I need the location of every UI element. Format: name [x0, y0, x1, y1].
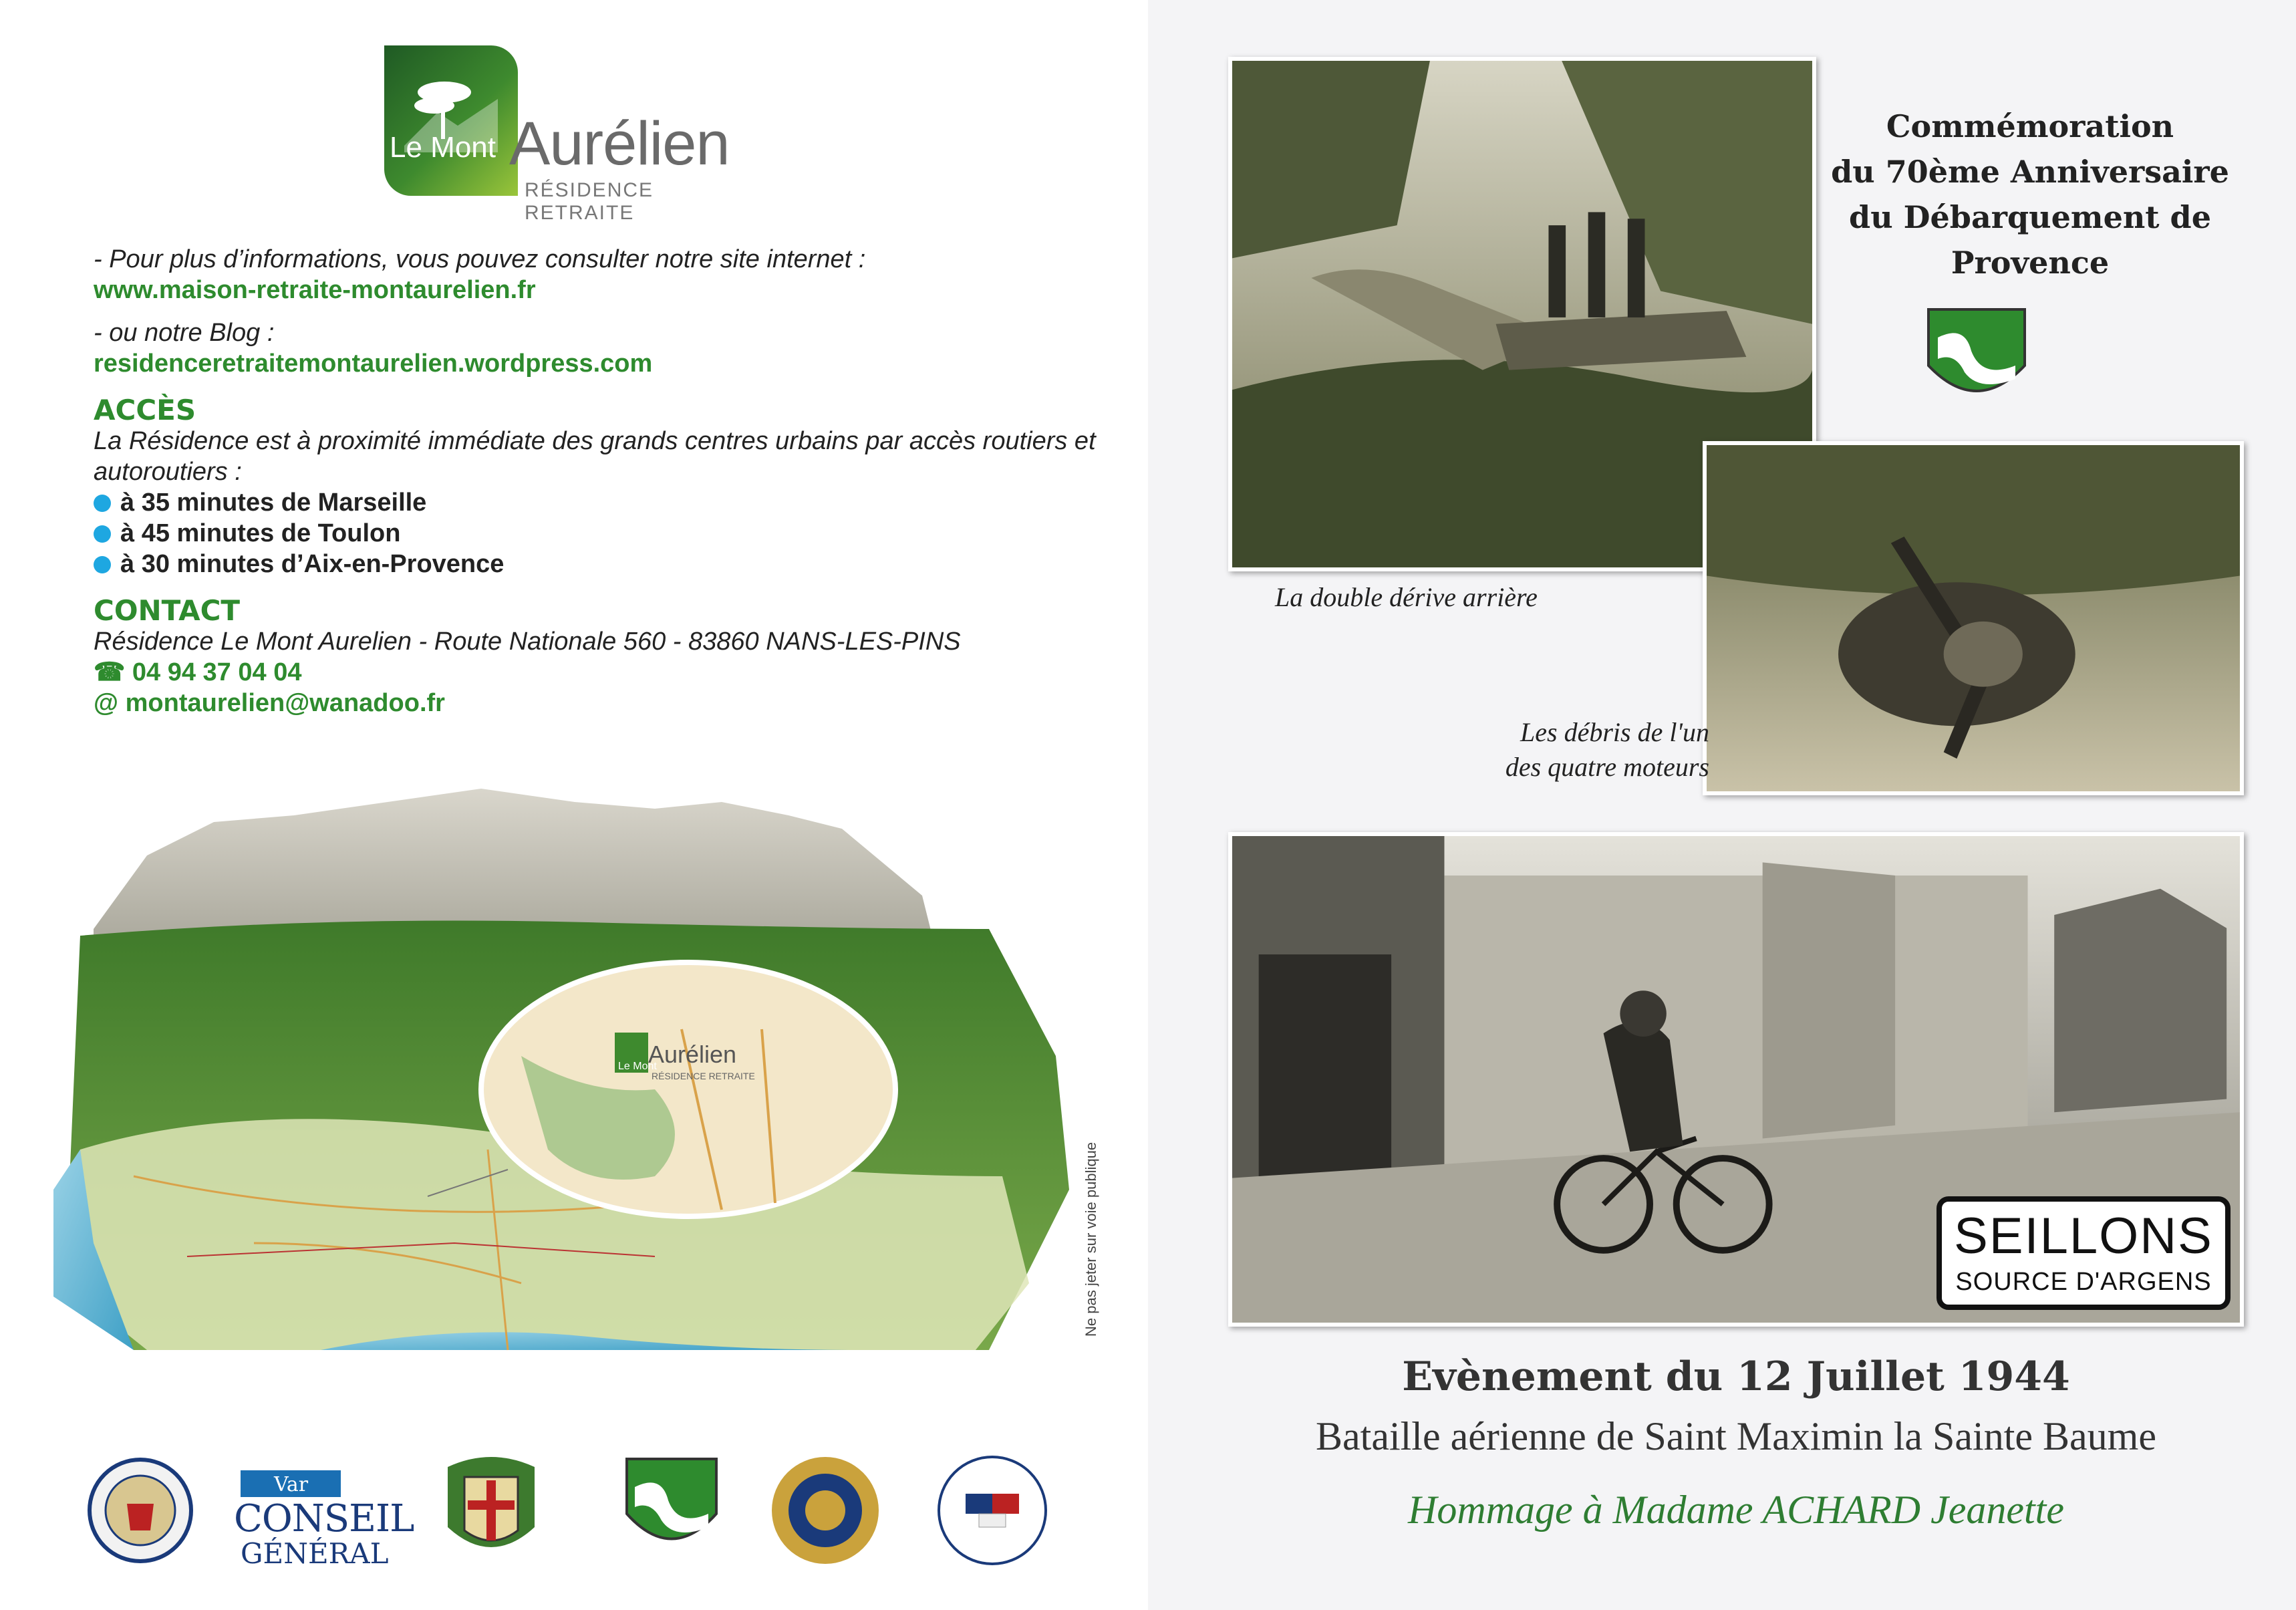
acces-item: [94, 518, 1096, 549]
phone-number: 04 94 37 04 04: [132, 658, 302, 686]
american-legion-icon: [768, 1450, 882, 1571]
commemoration-line: du Débarquement de Provence: [1849, 199, 2211, 281]
green-shield-icon: [1923, 304, 2030, 418]
at-icon: @: [94, 689, 126, 717]
logo-green-box: [384, 45, 518, 196]
acces-item: [94, 487, 1096, 518]
hommage-text: Hommage à Madame ACHARD Jeanette: [1408, 1488, 2064, 1532]
info-block: [94, 244, 1096, 718]
logo-text-le-mont: Le Mont: [390, 131, 496, 164]
municipal-crest-icon: [434, 1450, 548, 1571]
map-logo-line2: Aurélien: [648, 1041, 737, 1068]
partner-logos: [80, 1450, 1083, 1577]
disposal-note: Ne pas jeter sur voie publique: [1083, 1142, 1099, 1337]
contact-heading: CONTACT: [94, 594, 241, 627]
caption-line: Les débris de l'un: [1520, 717, 1709, 747]
sign-subtitle: SOURCE D'ARGENS: [1955, 1268, 2212, 1296]
landscape-map-svg: [53, 775, 1083, 1357]
event-subtitle: Bataille aérienne de Saint Maximin la Sainte Baume: [1316, 1414, 2156, 1458]
acces-item-label: à 35 minutes de Marseille: [120, 489, 427, 517]
commemoration-heading: [1816, 104, 2244, 285]
conseil-label: CONSEIL: [234, 1497, 414, 1540]
bullet-icon: [94, 525, 111, 543]
green-shield-icon: [621, 1450, 722, 1571]
contact-email[interactable]: [94, 688, 1096, 718]
sign-title: SEILLONS: [1954, 1208, 2213, 1264]
conseil-general-logo: [234, 1470, 414, 1577]
photo-engine-debris: [1703, 441, 2244, 795]
contact-address: Résidence Le Mont Aurelien - Route Nationale 560 - 83860 NANS-LES-PINS: [94, 628, 961, 656]
landscape-map-illustration: [53, 775, 1083, 1357]
map-logo-subtitle: RÉSIDENCE RETRAITE: [652, 1071, 755, 1081]
caption-engine-debris: [1442, 715, 1709, 785]
general-label: GÉNÉRAL: [241, 1537, 389, 1570]
right-panel: [1148, 0, 2296, 1610]
bullet-icon: [94, 556, 111, 573]
logo-text-aurelien: Aurélien: [509, 110, 730, 178]
mont-aurelien-logo: [384, 45, 745, 224]
acces-item: [94, 549, 1096, 579]
logo-subtitle: RÉSIDENCE RETRAITE: [525, 179, 654, 224]
map-logo-line1: Le Mont: [618, 1061, 657, 1072]
seillons-sign: [1936, 1196, 2231, 1310]
phone-icon: ☎: [94, 658, 132, 686]
caption-double-derive: La double dérive arrière: [1275, 582, 1538, 612]
blog-link[interactable]: residenceretraitemontaurelien.wordpress.com: [94, 350, 653, 378]
event-title: Evènement du 12 Juillet 1944: [1402, 1353, 2070, 1400]
acces-text: La Résidence est à proximité immédiate des grands centres urbains par accès routiers et autoroutiers :: [94, 427, 1096, 486]
website-intro: - Pour plus d’informations, vous pouvez consulter notre site internet :: [94, 245, 866, 273]
website-link[interactable]: www.maison-retraite-montaurelien.fr: [94, 276, 536, 304]
email-address: montaurelien@wanadoo.fr: [125, 689, 445, 717]
usa-seal-icon: [87, 1450, 194, 1571]
var-label: Var: [274, 1473, 309, 1496]
acces-heading: ACCÈS: [94, 394, 196, 426]
commemoration-line: Commémoration: [1886, 108, 2174, 144]
acces-item-label: à 45 minutes de Toulon: [120, 519, 401, 547]
association-franco-americaine-icon: [936, 1450, 1049, 1571]
engine-debris-image: [1707, 445, 2240, 791]
blog-intro: - ou notre Blog :: [94, 319, 275, 347]
contact-phone[interactable]: [94, 657, 1096, 688]
commemoration-line: du 70ème Anniversaire: [1831, 154, 2229, 190]
acces-item-label: à 30 minutes d’Aix-en-Provence: [120, 550, 505, 578]
bullet-icon: [94, 495, 111, 512]
caption-line: des quatre moteurs: [1505, 752, 1709, 782]
